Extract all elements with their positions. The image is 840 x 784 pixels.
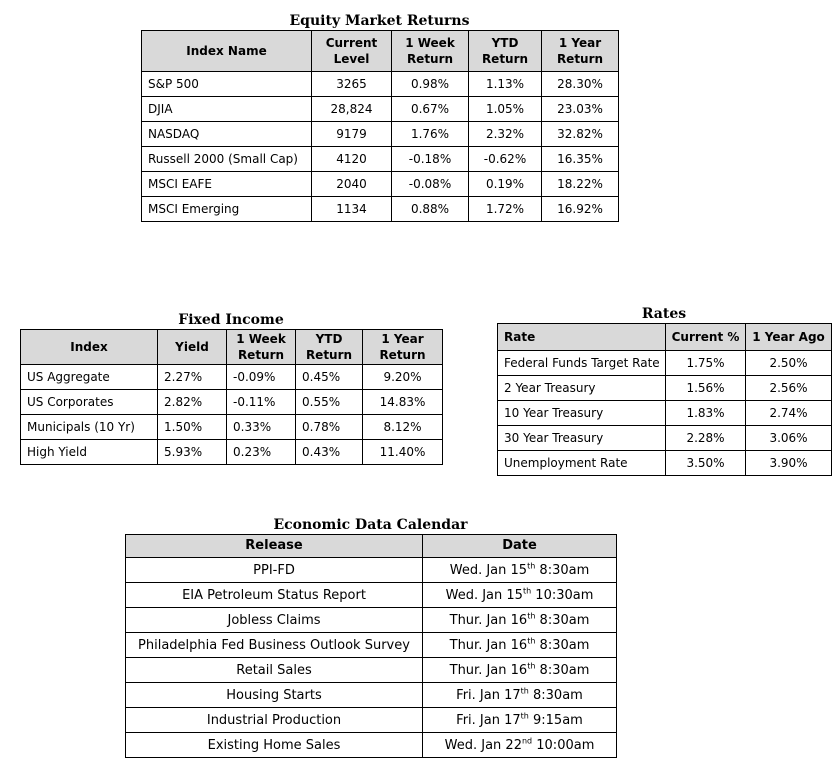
index-cell: High Yield xyxy=(21,440,158,465)
rate-name-cell: Federal Funds Target Rate xyxy=(498,351,666,376)
year-return-cell: 16.35% xyxy=(542,147,619,172)
table-row xyxy=(126,683,617,708)
ytd-return-cell: 1.13% xyxy=(469,72,542,97)
current-rate-cell: 3.50% xyxy=(666,451,746,476)
week-return-cell: 1.76% xyxy=(392,122,469,147)
index-name-cell: Russell 2000 (Small Cap) xyxy=(142,147,312,172)
equity-returns-title: Equity Market Returns xyxy=(289,13,470,29)
fixed-col-1-week-return: 1 Week Return xyxy=(227,330,296,365)
table-row xyxy=(21,390,443,415)
year-return-cell: 14.83% xyxy=(363,390,443,415)
current-level-cell: 9179 xyxy=(312,122,392,147)
release-date-cell: Thur. Jan 16th 8:30am xyxy=(423,608,617,633)
table-row xyxy=(142,197,619,222)
table-row xyxy=(142,72,619,97)
release-date-cell: Wed. Jan 22nd 10:00am xyxy=(423,733,617,758)
calendar-header-row xyxy=(126,535,617,558)
fixed-income-table xyxy=(20,329,443,465)
index-name-cell: DJIA xyxy=(142,97,312,122)
release-cell: Existing Home Sales xyxy=(126,733,423,758)
rate-name-cell: 30 Year Treasury xyxy=(498,426,666,451)
week-return-cell: 0.98% xyxy=(392,72,469,97)
rates-col-year-ago: 1 Year Ago xyxy=(746,324,832,351)
release-cell: Jobless Claims xyxy=(126,608,423,633)
table-row xyxy=(126,558,617,583)
year-ago-rate-cell: 3.90% xyxy=(746,451,832,476)
yield-cell: 1.50% xyxy=(158,415,227,440)
current-level-cell: 2040 xyxy=(312,172,392,197)
year-return-cell: 9.20% xyxy=(363,365,443,390)
year-ago-rate-cell: 2.50% xyxy=(746,351,832,376)
table-row xyxy=(126,733,617,758)
fixed-income-header-row xyxy=(21,330,443,365)
year-return-cell: 28.30% xyxy=(542,72,619,97)
year-ago-rate-cell: 3.06% xyxy=(746,426,832,451)
equity-col-1-year-return: 1 Year Return xyxy=(542,31,619,72)
yield-cell: 5.93% xyxy=(158,440,227,465)
week-return-cell: 0.23% xyxy=(227,440,296,465)
index-name-cell: S&P 500 xyxy=(142,72,312,97)
current-level-cell: 4120 xyxy=(312,147,392,172)
table-row xyxy=(498,451,832,476)
equity-returns-section xyxy=(141,12,618,222)
table-row xyxy=(126,708,617,733)
ytd-return-cell: 0.78% xyxy=(296,415,363,440)
table-row xyxy=(142,97,619,122)
fixed-col-index: Index xyxy=(21,330,158,365)
ytd-return-cell: 0.19% xyxy=(469,172,542,197)
year-return-cell: 32.82% xyxy=(542,122,619,147)
year-return-cell: 16.92% xyxy=(542,197,619,222)
ytd-return-cell: 2.32% xyxy=(469,122,542,147)
fixed-col-1-year-return: 1 Year Return xyxy=(363,330,443,365)
index-name-cell: NASDAQ xyxy=(142,122,312,147)
release-cell: Retail Sales xyxy=(126,658,423,683)
release-cell: Industrial Production xyxy=(126,708,423,733)
rate-name-cell: Unemployment Rate xyxy=(498,451,666,476)
ytd-return-cell: 0.45% xyxy=(296,365,363,390)
fixed-col-yield: Yield xyxy=(158,330,227,365)
release-date-cell: Fri. Jan 17th 8:30am xyxy=(423,683,617,708)
week-return-cell: -0.18% xyxy=(392,147,469,172)
rate-name-cell: 10 Year Treasury xyxy=(498,401,666,426)
current-level-cell: 28,824 xyxy=(312,97,392,122)
index-cell: US Corporates xyxy=(21,390,158,415)
rates-col-rate: Rate xyxy=(498,324,666,351)
table-row xyxy=(126,583,617,608)
rates-col-current: Current % xyxy=(666,324,746,351)
rates-header-row xyxy=(498,324,832,351)
table-row xyxy=(126,633,617,658)
economic-calendar-table xyxy=(125,534,617,758)
year-ago-rate-cell: 2.74% xyxy=(746,401,832,426)
calendar-col-release: Release xyxy=(126,535,423,558)
yield-cell: 2.27% xyxy=(158,365,227,390)
equity-returns-table xyxy=(141,30,619,222)
table-row xyxy=(498,401,832,426)
release-date-cell: Wed. Jan 15th 10:30am xyxy=(423,583,617,608)
current-rate-cell: 2.28% xyxy=(666,426,746,451)
release-date-cell: Thur. Jan 16th 8:30am xyxy=(423,658,617,683)
equity-col-index-name: Index Name xyxy=(142,31,312,72)
release-date-cell: Thur. Jan 16th 8:30am xyxy=(423,633,617,658)
current-rate-cell: 1.56% xyxy=(666,376,746,401)
economic-calendar-section xyxy=(125,516,616,758)
current-level-cell: 3265 xyxy=(312,72,392,97)
equity-col-ytd-return: YTD Return xyxy=(469,31,542,72)
index-name-cell: MSCI EAFE xyxy=(142,172,312,197)
table-row xyxy=(498,426,832,451)
year-return-cell: 11.40% xyxy=(363,440,443,465)
ytd-return-cell: 1.05% xyxy=(469,97,542,122)
release-date-cell: Fri. Jan 17th 9:15am xyxy=(423,708,617,733)
table-row xyxy=(126,608,617,633)
week-return-cell: 0.67% xyxy=(392,97,469,122)
equity-col-1-week-return: 1 Week Return xyxy=(392,31,469,72)
equity-header-row xyxy=(142,31,619,72)
table-row xyxy=(498,351,832,376)
table-row xyxy=(142,172,619,197)
ytd-return-cell: 1.72% xyxy=(469,197,542,222)
week-return-cell: -0.08% xyxy=(392,172,469,197)
release-cell: Housing Starts xyxy=(126,683,423,708)
year-return-cell: 18.22% xyxy=(542,172,619,197)
table-row xyxy=(142,122,619,147)
table-row xyxy=(142,147,619,172)
table-row xyxy=(21,415,443,440)
week-return-cell: 0.33% xyxy=(227,415,296,440)
current-level-cell: 1134 xyxy=(312,197,392,222)
table-row xyxy=(21,365,443,390)
release-date-cell: Wed. Jan 15th 8:30am xyxy=(423,558,617,583)
release-cell: EIA Petroleum Status Report xyxy=(126,583,423,608)
ytd-return-cell: 0.43% xyxy=(296,440,363,465)
table-row xyxy=(498,376,832,401)
current-rate-cell: 1.75% xyxy=(666,351,746,376)
index-name-cell: MSCI Emerging xyxy=(142,197,312,222)
week-return-cell: 0.88% xyxy=(392,197,469,222)
current-rate-cell: 1.83% xyxy=(666,401,746,426)
index-cell: US Aggregate xyxy=(21,365,158,390)
year-return-cell: 8.12% xyxy=(363,415,443,440)
equity-col-current-level: Current Level xyxy=(312,31,392,72)
release-cell: PPI-FD xyxy=(126,558,423,583)
index-cell: Municipals (10 Yr) xyxy=(21,415,158,440)
table-row xyxy=(21,440,443,465)
table-row xyxy=(126,658,617,683)
ytd-return-cell: -0.62% xyxy=(469,147,542,172)
fixed-col-ytd-return: YTD Return xyxy=(296,330,363,365)
fixed-income-title: Fixed Income xyxy=(178,312,284,328)
rates-section xyxy=(497,305,831,476)
release-cell: Philadelphia Fed Business Outlook Survey xyxy=(126,633,423,658)
rates-title: Rates xyxy=(641,306,687,322)
rates-table xyxy=(497,323,832,476)
year-return-cell: 23.03% xyxy=(542,97,619,122)
week-return-cell: -0.09% xyxy=(227,365,296,390)
yield-cell: 2.82% xyxy=(158,390,227,415)
ytd-return-cell: 0.55% xyxy=(296,390,363,415)
fixed-income-section xyxy=(20,311,442,465)
economic-calendar-title: Economic Data Calendar xyxy=(273,517,468,533)
year-ago-rate-cell: 2.56% xyxy=(746,376,832,401)
rate-name-cell: 2 Year Treasury xyxy=(498,376,666,401)
week-return-cell: -0.11% xyxy=(227,390,296,415)
calendar-col-date: Date xyxy=(423,535,617,558)
